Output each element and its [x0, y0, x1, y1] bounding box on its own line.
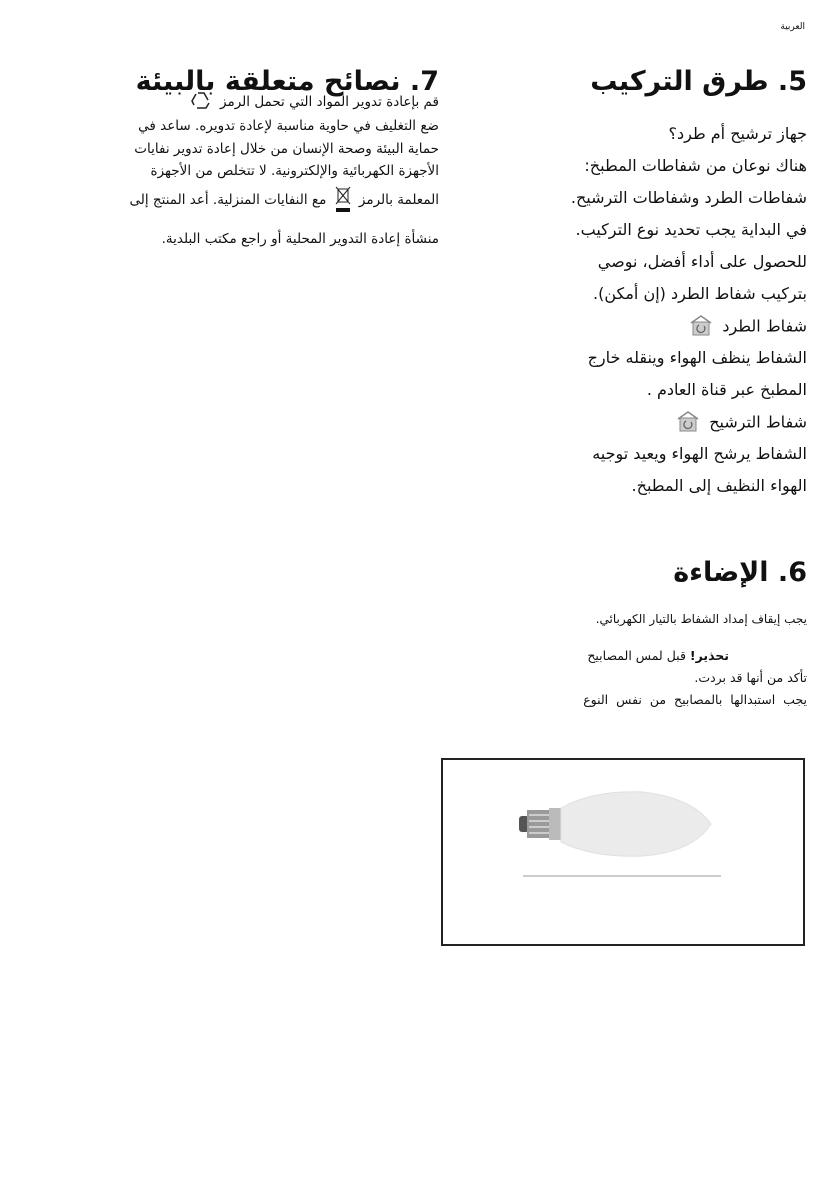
- extraction-hood-line: [685, 314, 807, 340]
- crossed-bin-icon: [335, 186, 351, 214]
- section-5-line: الشفاط ينظف الهواء وينقله خارج: [587, 348, 807, 367]
- section-7-title: 7. نصائح متعلقة بالبيئة: [135, 66, 439, 97]
- section-7-line: المعلمة بالرمز: [358, 192, 439, 208]
- warning-label: تحذير!: [689, 648, 729, 663]
- section-6-intro: يجب إيقاف إمداد الشفاط بالتيار الكهربائي.: [595, 612, 807, 626]
- section-5-line: الهواء النظيف إلى المطبخ.: [631, 476, 807, 495]
- section-7-line: الأجهزة الكهربائية والإلكترونية. لا تتخلص من الأجهزة: [150, 163, 439, 179]
- warning-line-3: يجب استبدالها بالمصابيح من نفس النوع: [583, 692, 807, 707]
- recycle-icon: [190, 90, 212, 114]
- bulb-image-frame: [441, 758, 805, 946]
- section-5-line: الشفاط يرشح الهواء ويعيد توجيه: [592, 444, 807, 463]
- section-7-line: حماية البيئة وصحة الإنسان من خلال إعادة تدوير نفايات: [134, 141, 439, 157]
- warning-line: [587, 648, 729, 663]
- section-5-title: 5. طرق التركيب: [590, 66, 807, 97]
- filter-hood-label: شفاط الترشيح: [709, 412, 807, 432]
- section-5-line: بتركيب شفاط الطرد (إن أمكن).: [593, 284, 807, 303]
- house-recirculation-icon: [689, 314, 713, 340]
- house-recirculation-icon: [676, 410, 700, 436]
- recycle-line: [54, 90, 439, 114]
- section-5-line: هناك نوعان من شفاطات المطبخ:: [584, 156, 807, 175]
- weee-line: [54, 186, 439, 214]
- warning-line-2: تأكد من أنها قد بردت.: [694, 670, 807, 685]
- candle-bulb-image: [443, 760, 803, 944]
- filter-hood-line: [672, 410, 807, 436]
- section-7-line: مع النفايات المنزلية. أعد المنتج إلى: [129, 192, 327, 208]
- section-7-line: قم بإعادة تدوير المواد التي تحمل الرمز: [220, 94, 439, 110]
- extraction-hood-label: شفاط الطرد: [722, 316, 807, 336]
- section-7-line: منشأة إعادة التدوير المحلية أو راجع مكتب البلدية.: [161, 231, 439, 247]
- section-6-title: 6. الإضاءة: [673, 557, 807, 588]
- language-label: العربية: [780, 22, 805, 32]
- section-7-line: ضع التغليف في حاوية مناسبة لإعادة تدويره. ساعد في: [138, 118, 439, 134]
- section-5-line: في البداية يجب تحديد نوع التركيب.: [575, 220, 807, 239]
- warning-text: قبل لمس المصابيح: [587, 648, 686, 663]
- section-5-line: جهاز ترشيح أم طرد؟: [668, 124, 807, 143]
- section-5-line: شفاطات الطرد وشفاطات الترشيح.: [570, 188, 807, 207]
- section-5-line: للحصول على أداء أفضل، نوصي: [597, 252, 807, 271]
- section-5-line: المطبخ عبر قناة العادم .: [646, 380, 807, 399]
